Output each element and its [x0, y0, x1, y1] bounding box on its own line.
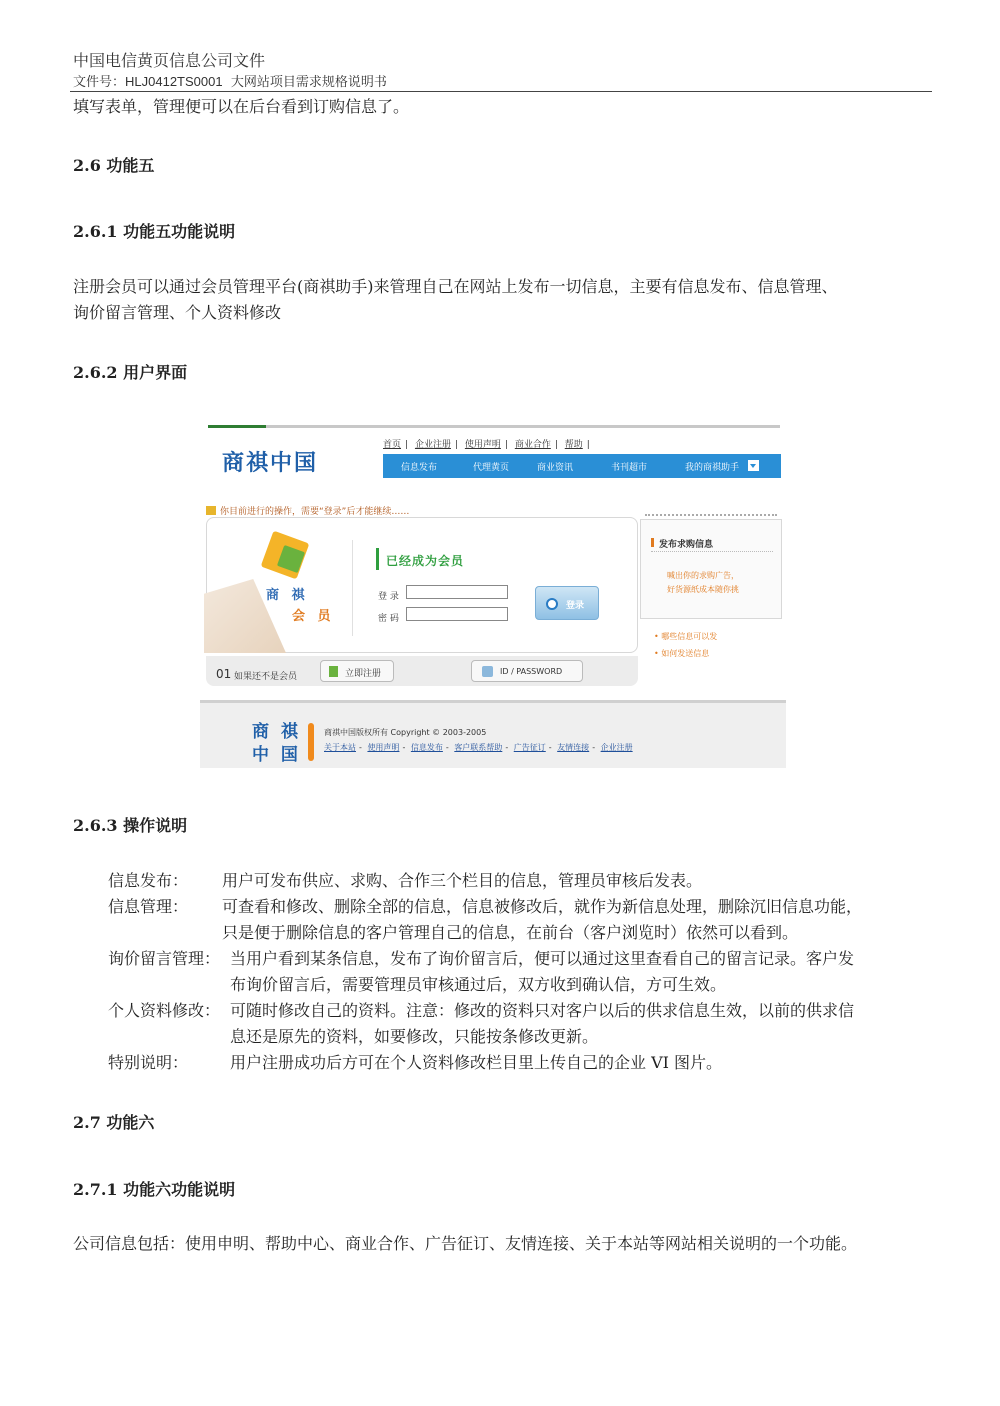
notepad-binding: [645, 514, 777, 522]
id-password-button[interactable]: ID / PASSWORD: [471, 660, 583, 682]
help-link-what-info[interactable]: • 哪些信息可以发: [654, 632, 718, 641]
footer-links: 关于本站 - 使用声明 - 信息发布 - 客户联系帮助 - 广告征订 - 友情连接 - 企业注册: [324, 743, 633, 752]
register-icon: [329, 666, 338, 677]
nav-info-publish[interactable]: 信息发布: [401, 463, 438, 473]
intro-line: 填写表单，管理便可以在后台看到订购信息了。: [73, 97, 410, 116]
publish-request-text1: 喊出你的求购广告，: [667, 571, 739, 580]
op-line: 当用户看到某条信息，发布了询价留言后，便可以通过这里查看自己的留言记录。客户发: [230, 949, 855, 968]
header-doc-line: [73, 71, 387, 90]
section-2-6-3-heading: 2.6.3 操作说明: [73, 816, 188, 835]
lock-icon: [206, 506, 216, 515]
doc-title: 大网站项目需求规格说明书: [230, 75, 387, 90]
password-input[interactable]: [406, 607, 508, 621]
password-label: 密 码: [378, 614, 399, 624]
op-line: 可查看和修改、删除全部的信息，信息被修改后，就作为新信息处理，删除沉旧信息功能，: [222, 897, 863, 916]
step-number: 01: [216, 667, 232, 681]
footer-link-friends[interactable]: 友情连接: [557, 743, 590, 752]
user-key-icon: [482, 666, 493, 677]
section-2-6-1-text-line1: 注册会员可以通过会员管理平台(商祺助手)来管理自己在网站上发布一切信息，主要有信息发布、信息管理、: [73, 277, 838, 296]
top-accent-line: [208, 425, 780, 428]
doc-code: HLJ0412TS0001: [125, 74, 223, 89]
operations-list: [108, 868, 928, 1076]
op-line: 布询价留言后，需要管理员审核通过后，双方收到确认信，方可生效。: [230, 975, 727, 994]
footer-link-statement[interactable]: 使用声明: [367, 743, 400, 752]
footer-link-about[interactable]: 关于本站: [324, 743, 356, 752]
op-label: 询价留言管理：: [108, 949, 221, 968]
footer-logo-line1: 商 祺: [252, 722, 301, 742]
doc-prefix: 文件号：: [73, 75, 126, 90]
section-2-7-heading: 2.7 功能六: [73, 1113, 155, 1132]
publish-request-box[interactable]: [640, 519, 782, 619]
site-footer: [200, 700, 786, 768]
footer-link-info-publish[interactable]: 信息发布: [410, 743, 443, 752]
username-input[interactable]: [406, 585, 508, 599]
section-2-6-1-text-line2: 询价留言管理、个人资料修改: [73, 303, 282, 322]
member-brand-line2: 会 员: [292, 609, 335, 624]
section-2-7-1-text: 公司信息包括：使用申明、帮助中心、商业合作、广告征订、友情连接、关于本站等网站相关说明的一个功能。: [73, 1234, 858, 1253]
op-line: 息还是原先的资料，如要修改，只能按条修改更新。: [230, 1027, 599, 1046]
not-member-text: 如果还不是会员: [234, 672, 298, 682]
footer-link-contact-help[interactable]: 客户联系帮助: [454, 743, 503, 752]
op-label: 信息发布：: [108, 871, 189, 890]
member-brand-line1: 商 祺: [266, 588, 309, 603]
login-label: 登 录: [378, 592, 399, 602]
top-link-cooperation[interactable]: 商业合作: [514, 440, 551, 450]
section-marker: [376, 548, 379, 570]
footer-link-register[interactable]: 企业注册: [600, 743, 633, 752]
op-label: 信息管理：: [108, 897, 189, 916]
footer-logo-line2: 中 国: [252, 745, 301, 765]
section-2-7-1-heading: 2.7.1 功能六功能说明: [73, 1180, 236, 1199]
section-2-6-1-heading: 2.6.1 功能五功能说明: [73, 222, 236, 241]
publish-request-text2: 好货源纸成本随你挑: [667, 585, 739, 594]
footer-copyright: 商祺中国版权所有 Copyright © 2003-2005: [324, 728, 487, 737]
op-label: 特别说明：: [108, 1053, 189, 1072]
op-line: 可随时修改自己的资料。注意：修改的资料只对客户以后的供求信息生效，以前的供求信: [230, 1001, 855, 1020]
op-info-publish: [108, 868, 928, 894]
nav-business-news[interactable]: 商业资讯: [537, 463, 574, 473]
footer-link-ads[interactable]: 广告征订: [513, 743, 546, 752]
op-inquiry-manage: [108, 946, 928, 998]
header-company: 中国电信黄页信息公司文件: [73, 51, 266, 70]
top-links: 首页 | 企业注册 | 使用声明 | 商业合作 | 帮助 |: [383, 440, 590, 450]
register-now-button[interactable]: 立即注册: [320, 660, 394, 682]
op-special-note: [108, 1050, 928, 1076]
power-icon: [546, 598, 558, 610]
site-logo: 商祺中国: [222, 451, 319, 476]
op-line: 只是便于删除信息的客户管理自己的信息，在前台（客户浏览时）依然可以看到。: [222, 923, 799, 942]
already-member-title: 已经成为会员: [386, 554, 465, 568]
footer-accent-bar: [308, 723, 314, 761]
section-2-6-2-heading: 2.6.2 用户界面: [73, 363, 188, 382]
chevron-down-icon[interactable]: [748, 460, 759, 471]
publish-request-title: 发布求购信息: [659, 540, 714, 550]
nav-agent-yellowpages[interactable]: 代理黄页: [473, 463, 510, 473]
nav-book-market[interactable]: 书刊超市: [611, 463, 648, 473]
op-info-manage: [108, 894, 928, 946]
user-interface-screenshot: [200, 424, 786, 768]
op-line: 用户可发布供应、求购、合作三个栏目的信息，管理员审核后发表。: [222, 871, 703, 890]
op-line: 用户注册成功后方可在个人资料修改栏目里上传自己的企业 VI 图片。: [230, 1053, 723, 1072]
login-required-notice: 你目前进行的操作，需要“登录”后才能继续……: [206, 504, 409, 517]
top-link-register[interactable]: 企业注册: [414, 440, 451, 450]
top-link-statement[interactable]: 使用声明: [464, 440, 501, 450]
panel-divider: [352, 540, 353, 636]
op-label: 个人资料修改：: [108, 1001, 221, 1020]
top-link-help[interactable]: 帮助: [564, 440, 583, 450]
main-nav: [383, 454, 781, 478]
op-profile-edit: [108, 998, 928, 1050]
login-button[interactable]: 登录: [535, 586, 599, 620]
header-rule: [70, 91, 932, 92]
section-2-6-heading: 2.6 功能五: [73, 156, 155, 175]
nav-my-assistant[interactable]: 我的商祺助手: [685, 463, 740, 473]
top-link-home[interactable]: 首页: [383, 440, 402, 450]
help-link-how-send[interactable]: • 如何发送信息: [654, 649, 710, 658]
